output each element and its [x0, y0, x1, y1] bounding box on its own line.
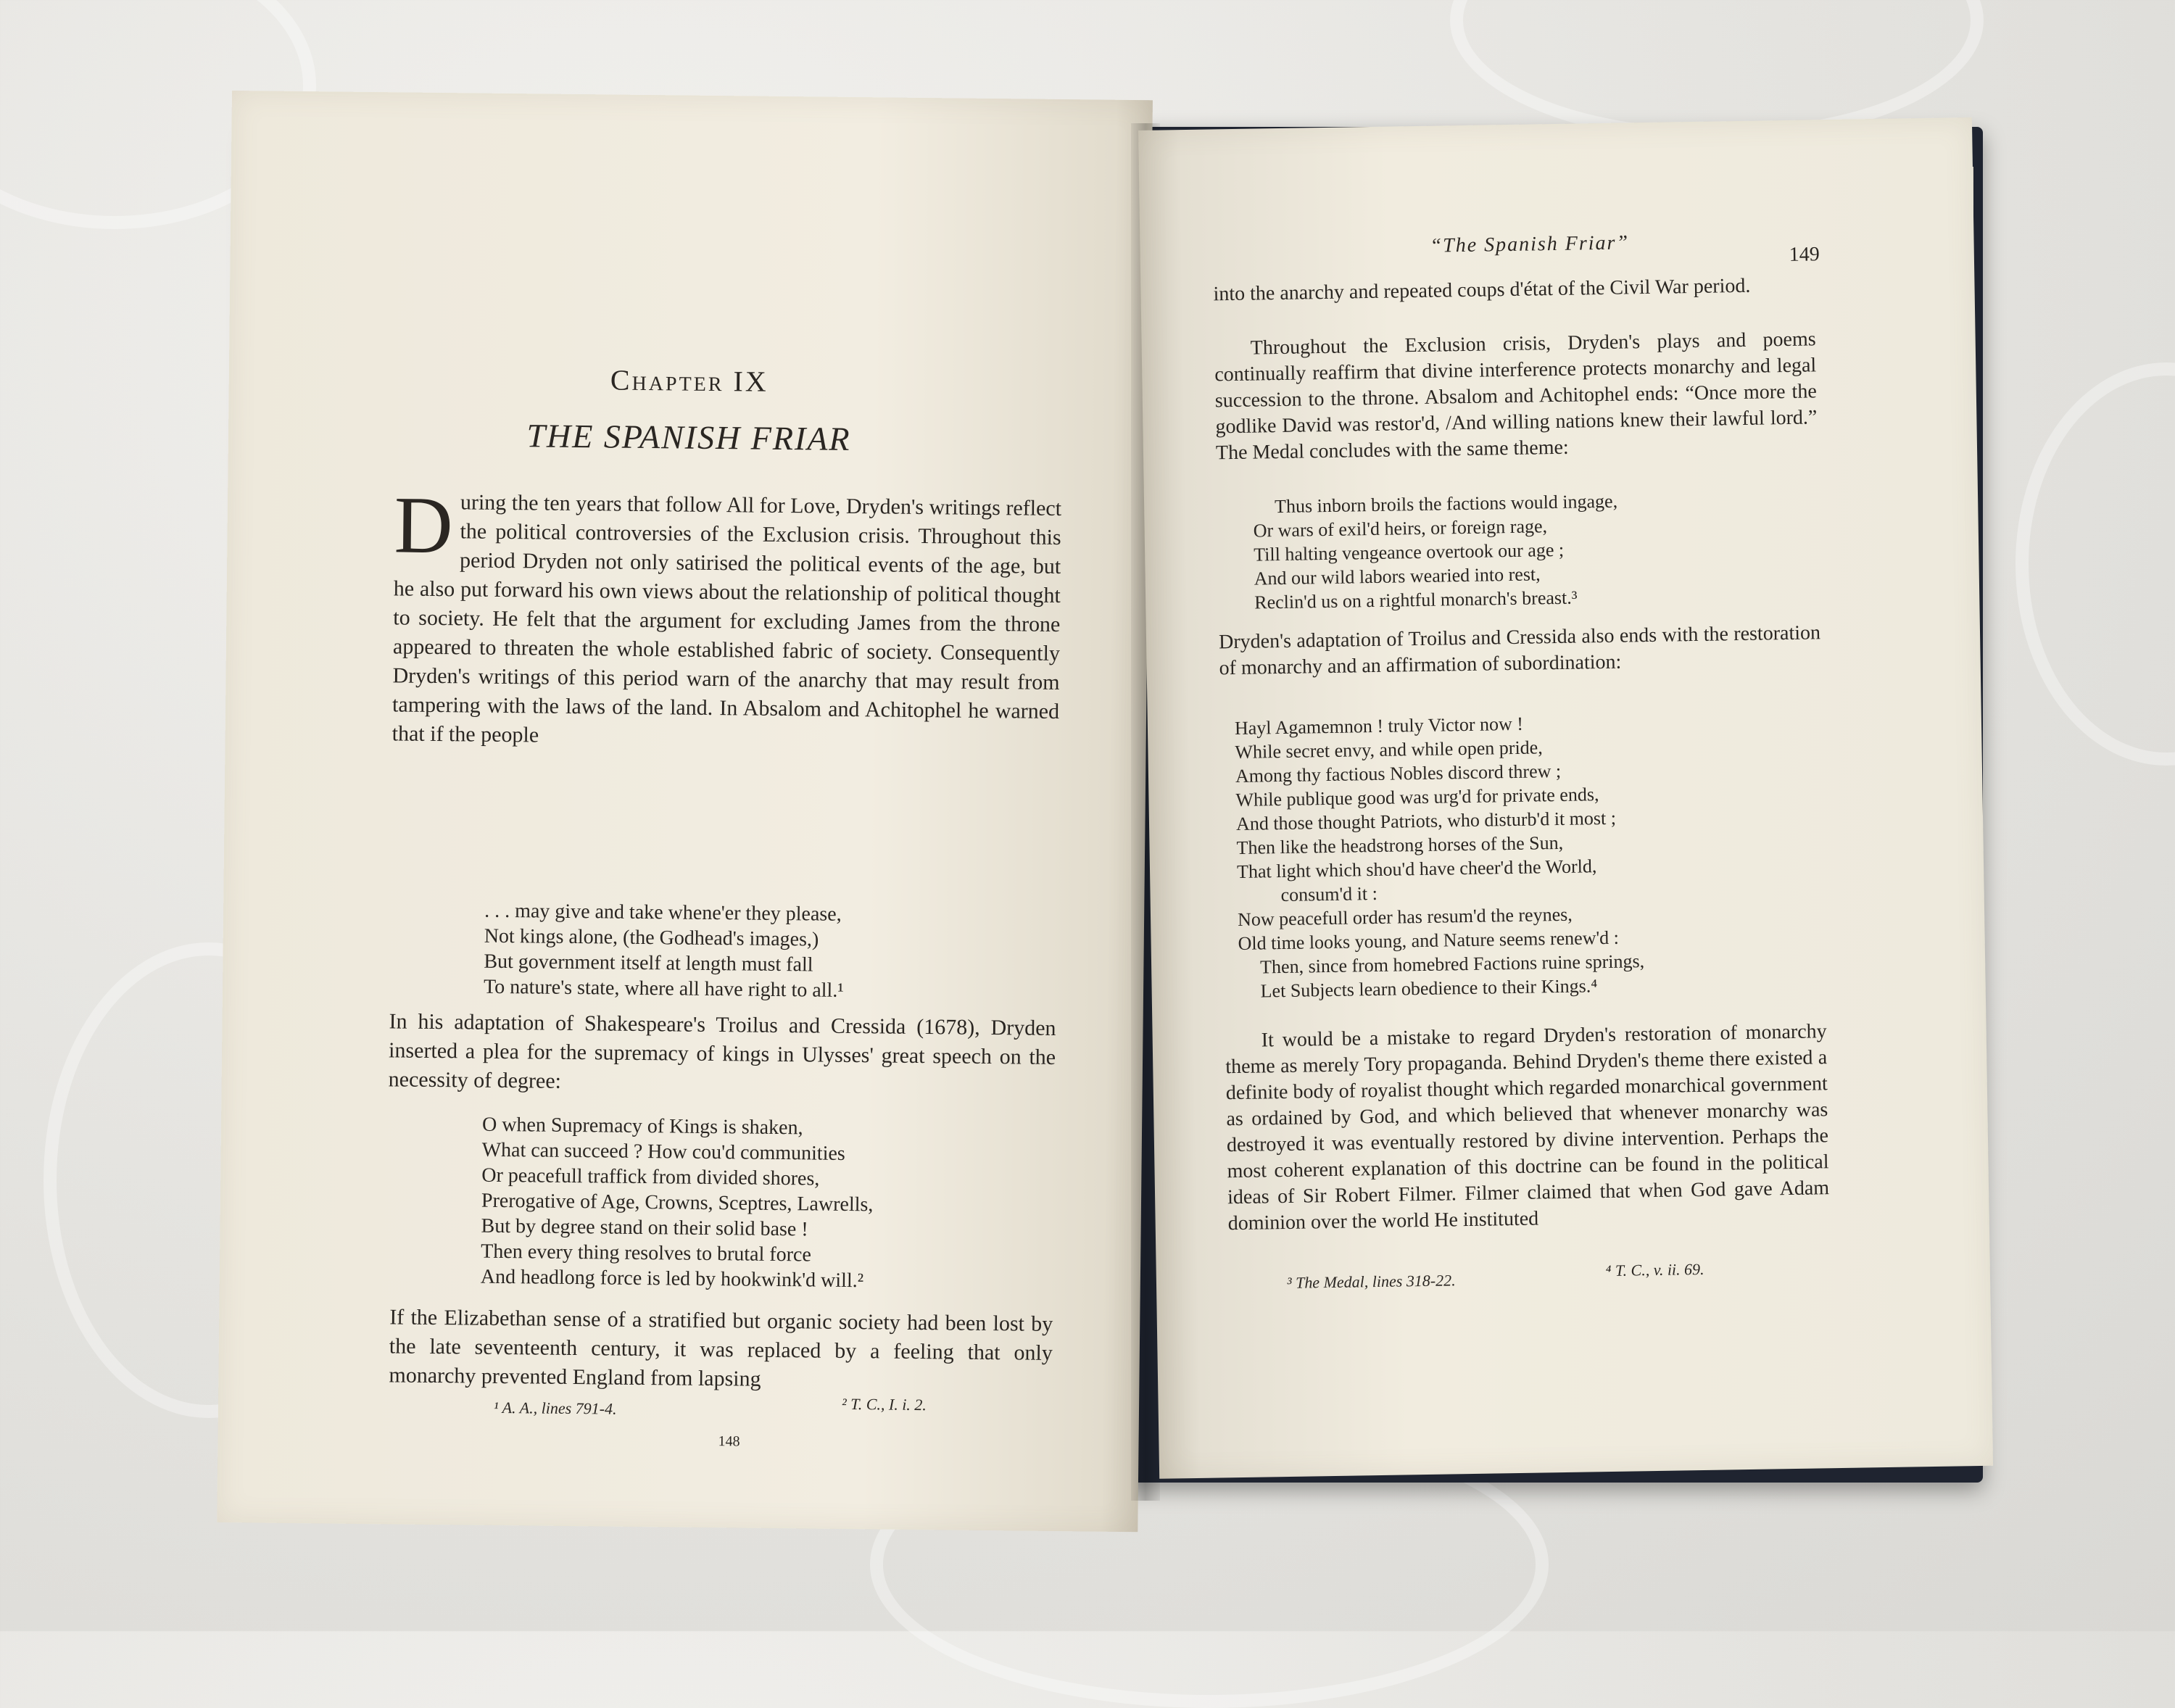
verse-line: Among thy factious Nobles discord threw ; [1235, 760, 1562, 787]
verse-line: O when Supremacy of Kings is shaken, [481, 1113, 803, 1140]
verse-line: While publique good was urg'd for private ends, [1235, 784, 1599, 811]
verse-line: And those thought Patriots, who disturb'd it most ; [1235, 807, 1617, 834]
footnote: ² T. C., I. i. 2. [841, 1394, 927, 1414]
page-number: 149 [1789, 243, 1820, 266]
verse-quote [1253, 489, 1620, 615]
verse-quote [484, 898, 845, 1003]
footnote: ³ The Medal, lines 318-22. [1286, 1271, 1456, 1292]
left-page [217, 91, 1153, 1532]
verse-line: Reclin'd us on a rightful monarch's breast.³ [1254, 586, 1578, 613]
footnote: ¹ A. A., lines 791-4. [493, 1398, 617, 1418]
verse-line: Till halting vengeance overtook our age ; [1253, 539, 1565, 565]
verse-line: To nature's state, where all have right to all.¹ [483, 975, 844, 1002]
verse-line: But government itself at length must fall [484, 950, 813, 977]
verse-line: But by degree stand on their solid base ! [481, 1214, 808, 1241]
verse-line: . . . may give and take whene'er they please, [484, 899, 842, 926]
verse-quote [1235, 710, 1645, 1003]
verse-line: While secret envy, and while open pride, [1235, 737, 1543, 763]
tablecloth-pattern [2016, 362, 2175, 766]
body-paragraph: In his adaptation of Shakespeare's Troilus and Cressida (1678), Dryden inserted a plea for the supremacy of kings in Ulysses' great speech on the necessity of degree: [388, 1009, 1056, 1093]
body-paragraph: It would be a mistake to regard Dryden's restoration of monarchy theme as merely Tory propaganda. Behind Dryden's theme there existed a definite body of royalist thought which regarded monarchical government as ordained by God, and which believed that whenever monarchy was destroyed it was eventually restored by divine intervention. Perhaps the most coherent explanation of this doctrine can be found in the political ideas of Sir Robert Filmer. Filmer claimed that when God gave Adam dominion over the world He instituted [1225, 1020, 1830, 1235]
body-paragraph: If the Elizabethan sense of a stratified but organic society had been lost by the late seventeenth century, it was replaced by a feeling that only monarchy prevented England from lapsing [389, 1305, 1053, 1391]
verse-line: And our wild labors wearied into rest, [1254, 563, 1541, 589]
verse-line: Hayl Agamemnon ! truly Victor now ! [1234, 713, 1524, 739]
verse-line: That light which shou'd have cheer'd the World, [1236, 855, 1597, 882]
verse-line: Then, since from homebred Factions ruine springs, [1259, 950, 1645, 978]
verse-line: Or wars of exil'd heirs, or foreign rage, [1253, 515, 1548, 542]
right-page [1138, 117, 1993, 1479]
verse-line: What can succeed ? How cou'd communities [481, 1138, 845, 1165]
verse-line: Not kings alone, (the Godhead's images,) [484, 924, 819, 951]
verse-line: Now peacefull order has resum'd the reynes, [1237, 903, 1573, 930]
verse-line: Thus inborn broils the factions would ingage, [1274, 490, 1618, 518]
body-paragraph: During the ten years that follow All for Love, Dryden's writings reflect the political controversies of the Exclusion crisis. Throughout this period Dryden not only satirised the political events of the age, but he also put forward his own views about the relationship of political thought to society. He felt that the argument for excluding James from the throne appeared to threaten the whole established fabric of society. Consequently Dryden's writings of this period warn of the anarchy that may result from tampering with the laws of the land. In Absalom and Achitophel he warned that if the people [392, 480, 1062, 747]
body-paragraph: into the anarchy and repeated coups d'état of the Civil War period. [1213, 274, 1751, 306]
drop-cap: D [394, 480, 454, 571]
verse-line: Then like the headstrong horses of the Sun, [1236, 832, 1564, 858]
verse-line: Old time looks young, and Nature seems renew'd : [1238, 926, 1620, 954]
verse-line: Or peacefull traffick from divided shores, [481, 1164, 820, 1190]
verse-line: Then every thing resolves to brutal force [481, 1240, 812, 1267]
body-paragraph: Dryden's adaptation of Troilus and Cressida also ends with the restoration of monarchy and an affirmation of subordination: [1218, 621, 1821, 680]
chapter-heading: Chapter IX [610, 363, 768, 398]
verse-line: consum'd it : [1280, 882, 1378, 906]
running-head: “The Spanish Friar” [1430, 231, 1630, 257]
verse-line: Let Subjects learn obedience to their Kings.⁴ [1260, 975, 1598, 1002]
verse-quote [481, 1112, 874, 1294]
chapter-title: THE SPANISH FRIAR [526, 417, 851, 457]
verse-line: And headlong force is led by hookwink'd will.² [480, 1265, 864, 1293]
footnote: ⁴ T. C., v. ii. 69. [1605, 1259, 1704, 1280]
verse-line: Prerogative of Age, Crowns, Sceptres, Lawrells, [481, 1189, 874, 1216]
body-paragraph: Throughout the Exclusion crisis, Dryden's plays and poems continually reaffirm that divine interference protects monarchy and legal succession to the throne. Absalom and Achitophel ends: “Once more the godlike David was restor'd, /And willing nations knew their lawful lord.” The Medal concludes with the same theme: [1214, 328, 1818, 465]
page-number: 148 [718, 1433, 740, 1450]
